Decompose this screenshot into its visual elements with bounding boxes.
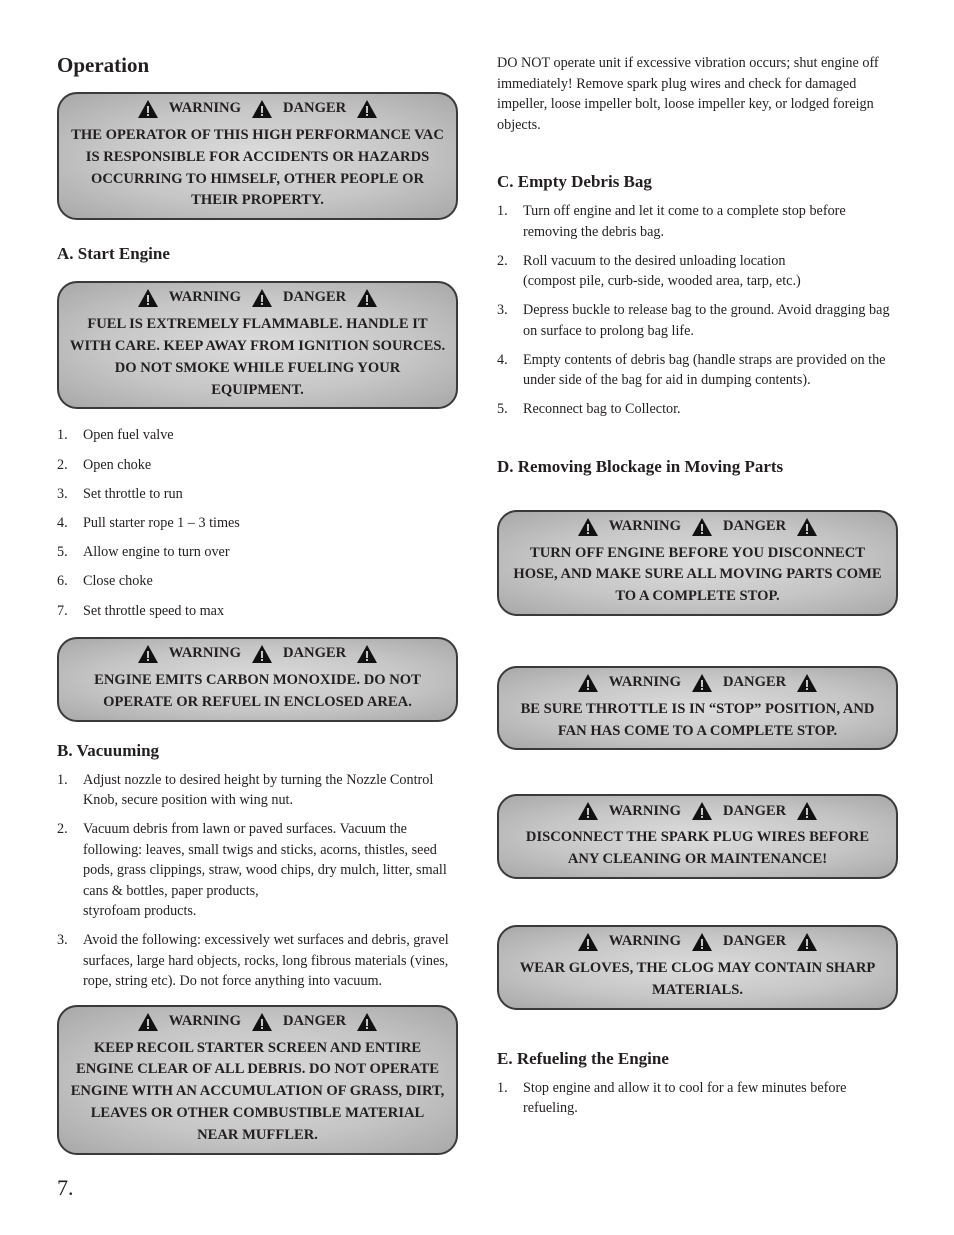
vibration-note: DO NOT operate unit if excessive vibration occurs; shut engine off immediately! Remove spark plug wires and check for damaged impeller, loose impeller bolt, loose impeller key, or lodged foreign objects. bbox=[497, 55, 879, 133]
page-number: 7. bbox=[57, 1175, 74, 1200]
warning-triangle-icon bbox=[796, 673, 818, 693]
list-item bbox=[497, 1078, 898, 1119]
warning-box-carbon-monoxide bbox=[57, 637, 458, 722]
step-number: 3. bbox=[57, 485, 68, 502]
warning-box-gloves bbox=[497, 925, 898, 1010]
warning-triangle-icon bbox=[796, 801, 818, 821]
warning-triangle-icon bbox=[137, 99, 159, 119]
warning-triangle-icon bbox=[356, 644, 378, 664]
section-a-heading: A. Start Engine bbox=[57, 244, 170, 264]
warning-triangle-icon bbox=[577, 801, 599, 821]
step-text: Reconnect bag to Collector. bbox=[523, 401, 681, 417]
step-number: 3. bbox=[57, 932, 68, 949]
warning-label: WARNING bbox=[168, 289, 241, 306]
list-item bbox=[57, 601, 458, 622]
warning-triangle-icon bbox=[356, 99, 378, 119]
step-text: Open fuel valve bbox=[83, 427, 174, 444]
warning-header bbox=[509, 931, 886, 953]
step-number: 2. bbox=[497, 252, 508, 269]
section-b-heading: B. Vacuuming bbox=[57, 740, 160, 760]
warning-box-recoil-starter bbox=[57, 1005, 458, 1155]
list-item bbox=[57, 425, 458, 446]
step-text: Allow engine to turn over bbox=[83, 544, 230, 561]
warning-triangle-icon bbox=[251, 99, 273, 119]
warning-header bbox=[69, 643, 446, 665]
list-item bbox=[57, 455, 458, 476]
start-engine-steps bbox=[57, 425, 458, 621]
list-item bbox=[497, 399, 898, 420]
step-text: Stop engine and allow it to cool for a few minutes before refueling. bbox=[523, 1079, 847, 1117]
warning-text: DISCONNECT THE SPARK PLUG WIRES BEFORE ANY CLEANING OR MAINTENANCE! bbox=[525, 829, 870, 868]
step-text: Vacuum debris from lawn or paved surfaces. Vacuum the following: leaves, small twigs and sticks, acorns, thistles, seed pods, grass clippings, straw, wood chips, dry mulch, litter, small cans & bottles, paper products, styrofoam products. bbox=[83, 821, 447, 920]
list-item bbox=[497, 251, 898, 292]
step-number: 2. bbox=[57, 821, 68, 838]
danger-label: DANGER bbox=[282, 289, 347, 306]
list-item bbox=[57, 571, 458, 592]
step-number: 4. bbox=[57, 514, 68, 531]
step-number: 6. bbox=[57, 573, 68, 590]
danger-label: DANGER bbox=[722, 673, 787, 690]
vacuuming-steps bbox=[57, 770, 458, 992]
warning-triangle-icon bbox=[577, 932, 599, 952]
step-number: 3. bbox=[497, 302, 508, 318]
step-number: 1. bbox=[497, 203, 508, 219]
danger-label: DANGER bbox=[282, 645, 347, 662]
step-number: 5. bbox=[57, 544, 68, 561]
warning-header bbox=[69, 287, 446, 309]
warning-header bbox=[509, 672, 886, 694]
warning-text: ENGINE EMITS CARBON MONOXIDE. DO NOT OPERATE OR REFUEL IN ENCLOSED AREA. bbox=[94, 672, 421, 710]
warning-label: WARNING bbox=[168, 1012, 241, 1029]
warning-label: WARNING bbox=[608, 802, 681, 819]
danger-label: DANGER bbox=[722, 933, 787, 950]
warning-triangle-icon bbox=[691, 932, 713, 952]
refueling-steps bbox=[497, 1078, 898, 1119]
step-text: Empty contents of debris bag (handle straps are provided on the under side of the bag for aid in dumping contents). bbox=[523, 351, 886, 388]
warning-text: BE SURE THROTTLE IS IN “STOP” POSITION, AND FAN HAS COME TO A COMPLETE STOP. bbox=[520, 700, 875, 739]
list-item bbox=[57, 819, 458, 922]
warning-text: FUEL IS EXTREMELY FLAMMABLE. HANDLE IT WITH CARE. KEEP AWAY FROM IGNITION SOURCES. DO NOT SMOKE WHILE FUELING YOUR EQUIPMENT. bbox=[69, 316, 446, 398]
danger-label: DANGER bbox=[282, 100, 347, 117]
warning-box-disconnect-hose bbox=[497, 510, 898, 616]
warning-header bbox=[509, 800, 886, 822]
warning-triangle-icon bbox=[691, 673, 713, 693]
warning-box-fuel bbox=[57, 281, 458, 409]
step-number: 5. bbox=[497, 401, 508, 417]
warning-label: WARNING bbox=[168, 645, 241, 662]
warning-header bbox=[509, 516, 886, 538]
step-text: Pull starter rope 1 – 3 times bbox=[83, 514, 240, 531]
left-column bbox=[57, 52, 458, 1155]
step-number: 4. bbox=[497, 351, 508, 368]
danger-label: DANGER bbox=[722, 802, 787, 819]
step-text: Close choke bbox=[83, 573, 153, 590]
list-item bbox=[57, 513, 458, 534]
warning-triangle-icon bbox=[577, 673, 599, 693]
step-text: Turn off engine and let it come to a complete stop before removing the debris bag. bbox=[523, 203, 846, 240]
warning-header bbox=[69, 1011, 446, 1033]
step-number: 1. bbox=[57, 771, 68, 788]
page-title: Operation bbox=[57, 53, 150, 77]
warning-box-operator bbox=[57, 92, 458, 220]
warning-triangle-icon bbox=[137, 1012, 159, 1032]
warning-triangle-icon bbox=[796, 517, 818, 537]
warning-text: KEEP RECOIL STARTER SCREEN AND ENTIRE ENGINE CLEAR OF ALL DEBRIS. DO NOT OPERATE ENGINE WITH AN ACCUMULATION OF GRASS, DIRT, LEAVES OR OTHER COMBUSTIBLE MATERIAL NEAR MUFFLER. bbox=[70, 1039, 445, 1143]
warning-label: WARNING bbox=[608, 673, 681, 690]
list-item bbox=[57, 484, 458, 505]
step-text: Open choke bbox=[83, 456, 152, 473]
step-text: Set throttle speed to max bbox=[83, 602, 225, 619]
section-c-heading: C. Empty Debris Bag bbox=[497, 172, 652, 191]
warning-box-spark-plug bbox=[497, 794, 898, 879]
list-item bbox=[57, 770, 458, 811]
step-number: 1. bbox=[57, 427, 68, 444]
warning-triangle-icon bbox=[691, 801, 713, 821]
empty-bag-steps bbox=[497, 201, 898, 420]
step-number: 2. bbox=[57, 456, 68, 473]
warning-triangle-icon bbox=[251, 288, 273, 308]
warning-triangle-icon bbox=[356, 1012, 378, 1032]
list-item bbox=[57, 542, 458, 563]
step-text: Roll vacuum to the desired unloading location (compost pile, curb-side, wooded area, tarp, etc.) bbox=[523, 252, 801, 289]
right-column bbox=[497, 52, 898, 1119]
warning-box-throttle-stop bbox=[497, 666, 898, 751]
warning-triangle-icon bbox=[251, 1012, 273, 1032]
warning-text: THE OPERATOR OF THIS HIGH PERFORMANCE VAC IS RESPONSIBLE FOR ACCIDENTS OR HAZARDS OCCURRING TO HIMSELF, OTHER PEOPLE OR THEIR PROPERTY. bbox=[71, 127, 444, 209]
step-text: Avoid the following: excessively wet surfaces and debris, gravel surfaces, large hard objects, rocks, long fibrous materials (vines, rope, string etc). Do not force anything into vacuum. bbox=[83, 932, 449, 990]
warning-triangle-icon bbox=[137, 644, 159, 664]
section-d-heading: D. Removing Blockage in Moving Parts bbox=[497, 456, 784, 476]
warning-triangle-icon bbox=[356, 288, 378, 308]
danger-label: DANGER bbox=[722, 517, 787, 534]
warning-triangle-icon bbox=[796, 932, 818, 952]
warning-triangle-icon bbox=[577, 517, 599, 537]
step-number: 7. bbox=[57, 602, 68, 619]
list-item bbox=[497, 300, 898, 341]
step-text: Depress buckle to release bag to the ground. Avoid dragging bag on surface to prolong bag life. bbox=[523, 302, 890, 339]
warning-triangle-icon bbox=[137, 288, 159, 308]
danger-label: DANGER bbox=[282, 1012, 347, 1029]
step-number: 1. bbox=[497, 1079, 508, 1096]
warning-label: WARNING bbox=[608, 933, 681, 950]
list-item bbox=[57, 930, 458, 992]
warning-header bbox=[69, 98, 446, 120]
warning-text: WEAR GLOVES, THE CLOG MAY CONTAIN SHARP MATERIALS. bbox=[519, 960, 876, 998]
section-e-heading: E. Refueling the Engine bbox=[497, 1048, 669, 1068]
warning-label: WARNING bbox=[608, 517, 681, 534]
warning-triangle-icon bbox=[691, 517, 713, 537]
step-text: Set throttle to run bbox=[83, 485, 183, 502]
list-item bbox=[497, 201, 898, 242]
list-item bbox=[497, 350, 898, 391]
step-text: Adjust nozzle to desired height by turning the Nozzle Control Knob, secure position with wing nut. bbox=[83, 771, 434, 809]
warning-triangle-icon bbox=[251, 644, 273, 664]
warning-label: WARNING bbox=[168, 100, 241, 117]
warning-text: TURN OFF ENGINE BEFORE YOU DISCONNECT HOSE, AND MAKE SURE ALL MOVING PARTS COME TO A COMPLETE STOP. bbox=[513, 544, 882, 605]
